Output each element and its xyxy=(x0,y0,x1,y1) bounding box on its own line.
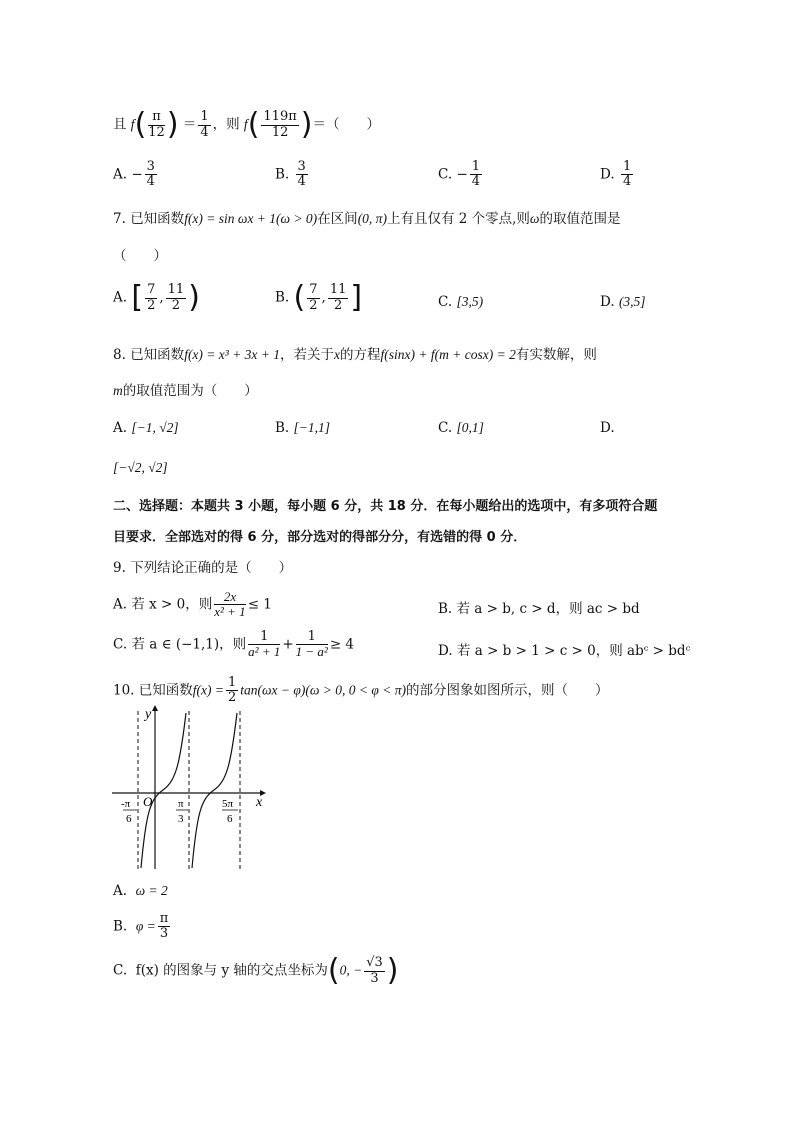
fraction: $\frac{1}{4}$ xyxy=(200,109,209,140)
q6-option-a[interactable]: A. − $\frac{3}{4}$ xyxy=(113,159,155,190)
question-8: 8. 已知函数f(x) = x³ + 3x + 1，若关于x的方程f(sinx) + f(m + cosx) = 2有实数解，则 xyxy=(113,347,597,363)
fraction: $\frac{\pi}{12}$ xyxy=(148,109,165,140)
q9-option-c[interactable]: C. 若 a ∈ (−1,1)，则 $\frac{1}{\text{a² + 1}}$ + $\frac{1}{\text{1 − a²}}$ ≥ 4 xyxy=(113,629,355,660)
q6-option-d[interactable]: D. $\frac{1}{4}$ xyxy=(600,159,632,190)
q10-option-b[interactable]: B. φ = $\frac{\pi}{3}$ xyxy=(113,911,169,942)
y-axis-arrow xyxy=(152,705,158,711)
question-10: 10. 已知函数f(x) = $\frac{1}{2}$ tan(ωx − φ)(ω > 0, 0 < φ < π)的部分图象如图所示，则（ ） xyxy=(113,675,609,706)
tan-branch-1 xyxy=(141,713,186,868)
tan-branch-2 xyxy=(192,713,237,868)
tick-5pi-6-num: 5π xyxy=(222,798,234,810)
question-7: 7. 已知函数f(x) = sin ωx + 1(ω > 0)在区间(0, π)上有且仅有 2 个零点,则ω的取值范围是 xyxy=(113,211,621,227)
section-2-heading: 二、选择题：本题共 3 小题，每小题 6 分，共 18 分．在每小题给出的选项中，有多项符合题 xyxy=(113,499,658,514)
tick-neg-pi-6-den: 6 xyxy=(126,813,132,825)
q8-option-a[interactable]: A. [−1, √2] xyxy=(113,420,179,436)
tangent-graph xyxy=(110,703,270,871)
q8-option-d-value: [−√2, √2] xyxy=(113,460,168,475)
y-axis-label: y xyxy=(145,707,152,722)
q8-option-c[interactable]: C. [0,1] xyxy=(438,420,484,436)
tick-5pi-6-den: 6 xyxy=(227,813,233,825)
question-9: 9. 下列结论正确的是（ ） xyxy=(113,560,293,576)
fraction: $\frac{119\pi}{12}$ xyxy=(263,109,297,140)
q10-option-a[interactable]: A. ω = 2 xyxy=(113,883,168,899)
q9-option-b[interactable]: B. 若 a > b, c > d，则 ac > bd xyxy=(438,601,640,617)
q8-option-d[interactable]: D. xyxy=(600,420,615,436)
question-7-paren: （ ） xyxy=(113,248,167,264)
q10-option-c[interactable]: C. f(x) 的图象与 y 轴的交点坐标为(0, − $\frac{√3}{3}$ ) xyxy=(113,953,399,988)
question-8-line2: m的取值范围为（ ） xyxy=(113,383,258,399)
q7-option-a[interactable]: A. [ $\frac{7}{2}$ , $\frac{11}{2}$ ) xyxy=(113,280,200,315)
q6-option-b[interactable]: B. $\frac{3}{4}$ xyxy=(275,159,306,190)
section-2-heading-cont: 目要求．全部选对的得 6 分，部分选对的得部分分，有选错的得 0 分． xyxy=(113,530,527,545)
q7-option-c[interactable]: C. [3,5) xyxy=(438,294,484,310)
q6-condition-line: 且 f( $\frac{\pi}{12}$ ) ＝ $\frac{1}{4}$ ，则 f( $\frac{119\pi}{12}$ )＝（ ） xyxy=(113,107,380,142)
q6-option-c[interactable]: C. − $\frac{1}{4}$ xyxy=(438,159,481,190)
x-axis-label: x xyxy=(256,795,263,810)
q8-option-b[interactable]: B. [−1,1] xyxy=(275,420,331,436)
q9-option-a[interactable]: A. 若 x > 0，则 $\frac{2x}{\text{x² + 1}}$ ≤ 1 xyxy=(113,589,272,620)
q9-option-d[interactable]: D. 若 a > b > 1 > c > 0，则 abᶜ > bdᶜ xyxy=(438,643,691,659)
tick-neg-pi-6-num: -π xyxy=(121,798,131,810)
q7-option-b[interactable]: B. ( $\frac{7}{2}$ , $\frac{11}{2}$ ] xyxy=(275,280,363,315)
tick-pi-3-num: π xyxy=(178,798,184,810)
q7-option-d[interactable]: D. (3,5] xyxy=(600,294,646,310)
tick-pi-3-den: 3 xyxy=(178,813,184,825)
origin-label: O xyxy=(143,794,153,809)
